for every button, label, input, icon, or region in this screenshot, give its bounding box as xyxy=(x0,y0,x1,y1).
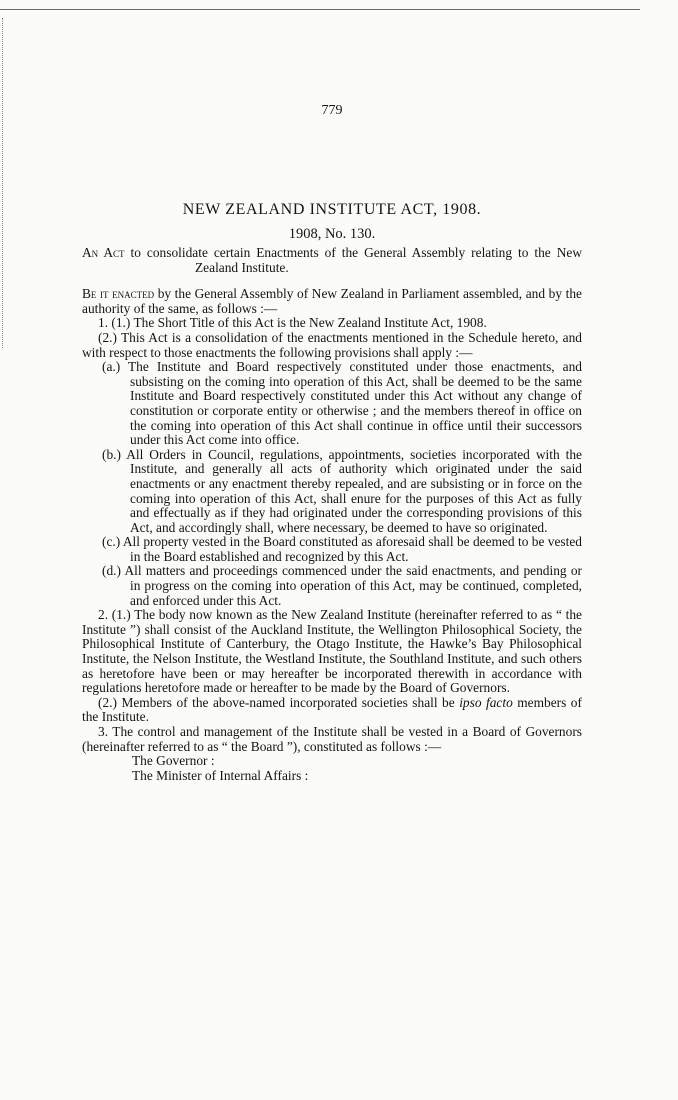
board-member-minister: The Minister of Internal Affairs : xyxy=(132,767,309,783)
enacting-clause xyxy=(82,287,582,316)
long-title xyxy=(82,246,582,275)
section-2-2 xyxy=(82,696,582,725)
page-edge-mark xyxy=(2,18,3,348)
section-2-2-italic: ipso facto xyxy=(459,694,513,710)
section-2-2-end: members of the Institute. xyxy=(82,694,582,725)
top-rule xyxy=(0,9,640,10)
section-1-2-a: (a.) The Institute and Board respectively constituted under those enactments, and subsisting on the coming into operation of this Act, shall be deemed to be the same Institute and Board respectively constituted under this Act without any change of constitution or corporate entity or otherwise ; and the members thereof in office on the coming into operation of this Act shall continue in office until their successors under this Act come into office. xyxy=(102,359,582,448)
section-1-2-c: (c.) All property vested in the Board constituted as aforesaid shall be deemed to be vested in the Board established and recognized by this Act. xyxy=(102,534,582,564)
long-title-prefix: An Act xyxy=(82,245,125,260)
section-1-2: (2.) This Act is a consolidation of the enactments mentioned in the Schedule hereto, and with respect to those enactments the following provisions shall apply :— xyxy=(82,329,582,360)
page-number: 779 xyxy=(321,103,343,118)
section-1-2-b: (b.) All Orders in Council, regulations, appointments, societies incorporated with the Institute, and generally all acts of authority which originated under the said enactments or any enactment thereby repealed, and are subsisting or in force on the coming into operation of this Act, shall enure for the purposes of this Act as fully and effectually as if they had originated under the corresponding provisions of this Act, and accordingly shall, where necessary, be deemed to have so originated. xyxy=(102,446,582,535)
enacting-text: by the General Assembly of New Zealand in Parliament assembled, and by the authority of the same, as follows :— xyxy=(82,286,582,316)
act-title: NEW ZEALAND INSTITUTE ACT, 1908. xyxy=(182,201,482,218)
enacting-prefix: Be it enacted xyxy=(82,286,155,302)
board-member-governor: The Governor : xyxy=(132,753,215,769)
section-1-1: 1. (1.) The Short Title of this Act is the New Zealand Institute Act, 1908. xyxy=(98,315,487,331)
long-title-text: to consolidate certain Enactments of the General Assembly relating to the New Zealand Institute. xyxy=(130,245,582,275)
section-3: 3. The control and management of the Institute shall be vested in a Board of Governors (hereinafter referred to as “ the Board ”), constituted as follows :— xyxy=(82,724,582,754)
act-body xyxy=(82,246,582,783)
act-number: 1908, No. 130. xyxy=(288,226,376,242)
section-2-2-start: (2.) Members of the above-named incorporated societies shall be xyxy=(98,694,455,710)
section-1-2-d: (d.) All matters and proceedings commenced under the said enactments, and pending or in progress on the coming into operation of this Act, may be continued, completed, and enforced under this Act. xyxy=(102,563,582,608)
section-2-1: 2. (1.) The body now known as the New Zealand Institute (hereinafter referred to as “ the Institute ”) shall consist of the Auckland Institute, the Wellington Philosophical Society, the Philosophical Institute of Canterbury, the Otago Institute, the Hawke’s Bay Philosophical Institute, the Nelson Institute, the Westland Institute, the Southland Institute, and such others as heretofore have been or may hereafter be incorporated therewith in accordance with regulations heretofore made or hereafter to be made by the Board of Governors. xyxy=(82,607,582,696)
